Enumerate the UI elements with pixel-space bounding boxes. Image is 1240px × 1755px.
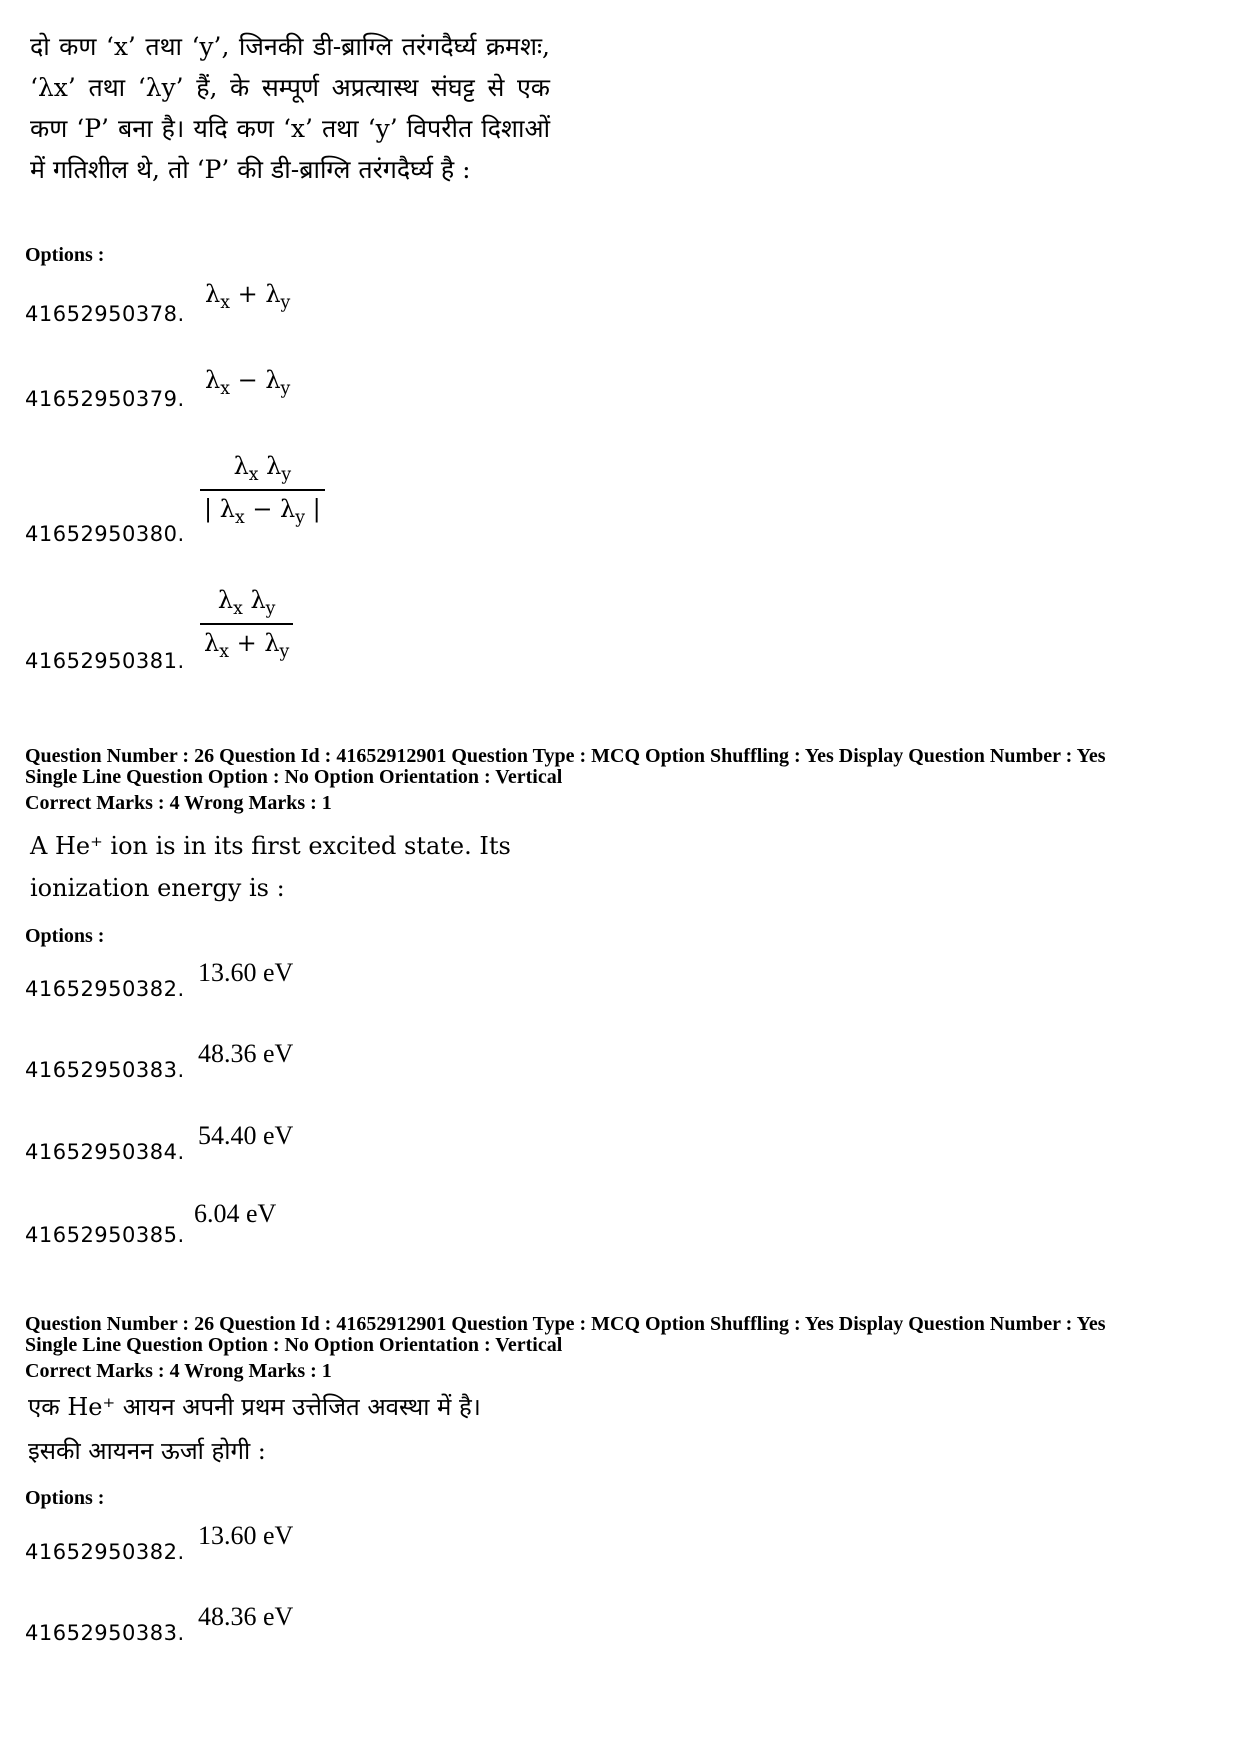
option-id: 41652950380. — [25, 522, 185, 546]
option-id: 41652950383. — [25, 1058, 185, 1082]
option-id: 41652950384. — [25, 1140, 185, 1164]
option-id: 41652950382. — [25, 1540, 185, 1564]
option-text: 48.36 eV — [198, 1039, 294, 1068]
option-id: 41652950379. — [25, 387, 185, 411]
option-formula: $\frac{\lambda_x \lambda_y}{| \lambda_x - \lambda_y |}$ — [200, 452, 325, 528]
question-text: A He⁺ ion is in its first excited state. Its — [30, 832, 511, 860]
question-meta-line: Question Number : 26 Question Id : 41652912901 Question Type : MCQ Option Shuffling : Yes Display Question Number : Yes — [25, 745, 1106, 767]
question-text-hindi: एक He⁺ आयन अपनी प्रथम उत्तेजित अवस्था में है। — [28, 1393, 481, 1421]
option-formula: $\lambda_x + \lambda_y$ — [205, 280, 291, 313]
option-text: 13.60 eV — [198, 1521, 294, 1550]
option-text: 54.40 eV — [198, 1121, 294, 1150]
options-label: Options : — [25, 244, 105, 266]
question-marks: Correct Marks : 4 Wrong Marks : 1 — [25, 1360, 332, 1382]
option-id: 41652950385. — [25, 1223, 185, 1247]
option-id: 41652950382. — [25, 977, 185, 1001]
question-meta-line: Single Line Question Option : No Option Orientation : Vertical — [25, 1334, 563, 1356]
option-id: 41652950381. — [25, 649, 185, 673]
question-text-hindi: दो कण ‘x’ तथा ‘y’, जिनकी डी-ब्राग्लि तरंगदैर्घ्य क्रमशः, ‘λx’ तथा ‘λy’ हैं, के सम्पूर्ण अप्रत्यास्थ संघट्ट से एक कण ‘P’ बना है। यदि कण ‘x’ तथा ‘y’ विपरीत दिशाओं में गतिशील थे, तो ‘P’ की डी-ब्राग्लि तरंगदैर्घ्य है : — [30, 32, 550, 184]
question-marks: Correct Marks : 4 Wrong Marks : 1 — [25, 792, 332, 814]
option-text: 13.60 eV — [198, 958, 294, 987]
question-meta-line: Single Line Question Option : No Option Orientation : Vertical — [25, 766, 563, 788]
options-label: Options : — [25, 1487, 105, 1509]
option-id: 41652950378. — [25, 302, 185, 326]
option-text: 48.36 eV — [198, 1602, 294, 1631]
question-text-hindi: इसकी आयनन ऊर्जा होगी : — [28, 1437, 266, 1465]
options-label: Options : — [25, 925, 105, 947]
question-text: ionization energy is : — [30, 874, 285, 902]
option-id: 41652950383. — [25, 1621, 185, 1645]
question-meta-line: Question Number : 26 Question Id : 41652912901 Question Type : MCQ Option Shuffling : Yes Display Question Number : Yes — [25, 1313, 1106, 1335]
option-text: 6.04 eV — [194, 1199, 277, 1228]
option-formula: $\lambda_x - \lambda_y$ — [205, 366, 291, 399]
option-formula: $\frac{\lambda_x \lambda_y}{\lambda_x + \lambda_y}$ — [200, 586, 293, 662]
